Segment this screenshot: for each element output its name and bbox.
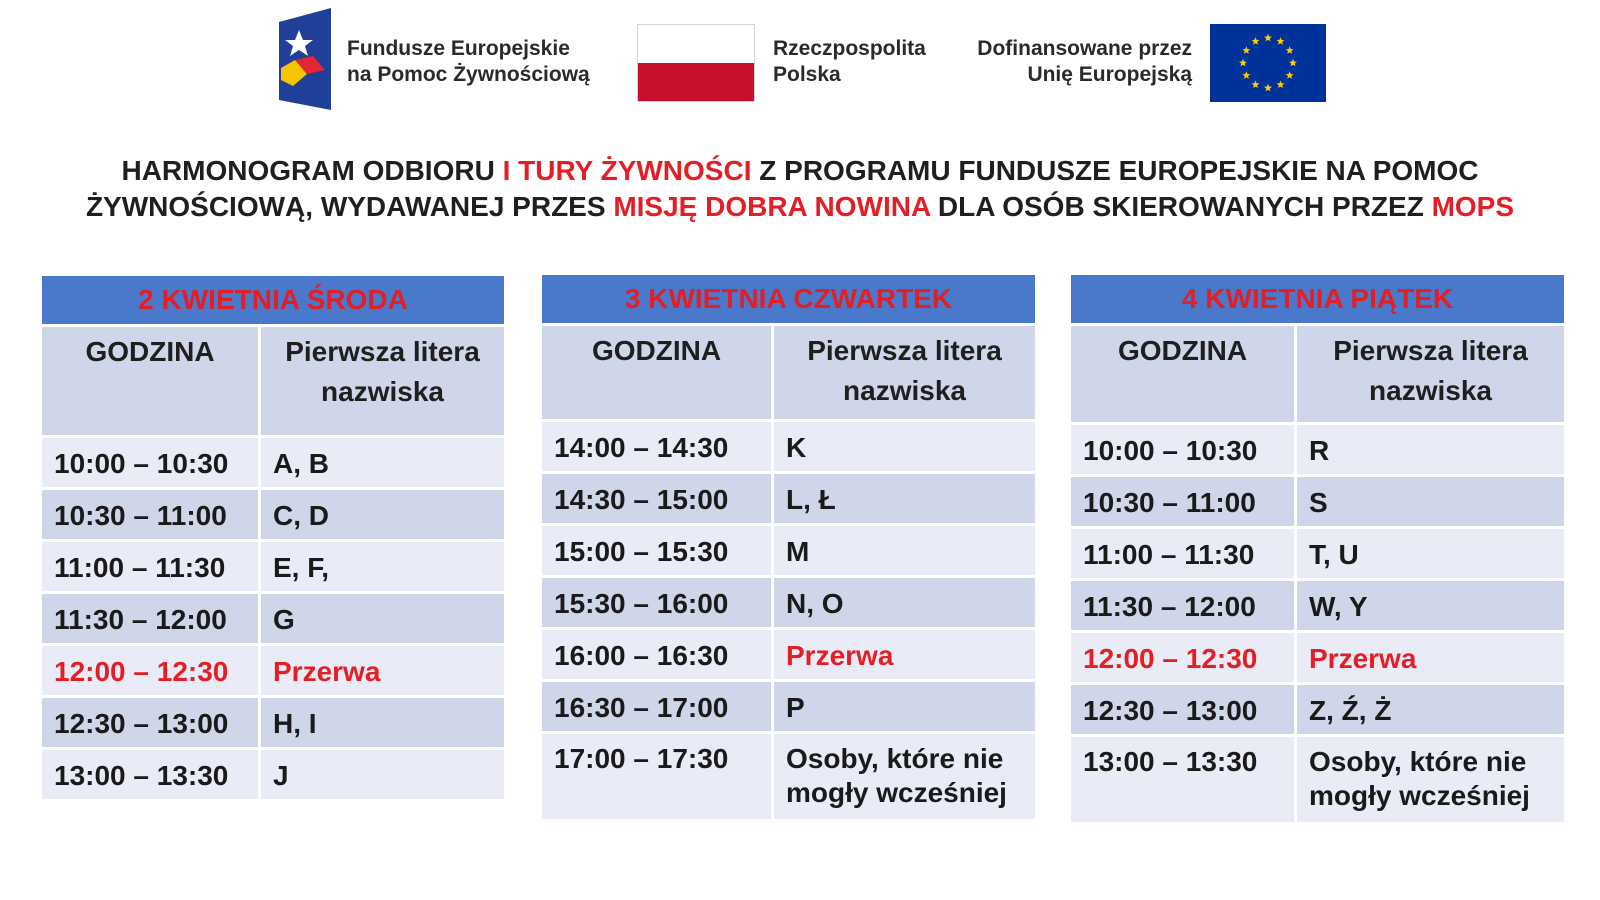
time-slot: 10:30 – 11:00 (42, 490, 261, 539)
col-header-letter-line: Pierwsza litera (807, 335, 1002, 366)
table-row (1071, 422, 1564, 474)
surname-letters (261, 490, 504, 539)
eu-star-icon (1242, 46, 1250, 54)
surname-letters (774, 578, 1035, 627)
time-slot: 14:00 – 14:30 (542, 422, 774, 471)
surname-letters (1297, 581, 1564, 630)
schedule-day-2 (542, 275, 1035, 819)
day-heading: 2 KWIETNIA ŚRODA (42, 276, 504, 324)
col-header-letter (261, 327, 504, 435)
letters-line: Przerwa (273, 656, 381, 687)
letters-line: A, B (273, 448, 329, 479)
table-row (542, 575, 1035, 627)
col-header-letter-line: Pierwsza litera (285, 336, 480, 367)
day-heading: 4 KWIETNIA PIĄTEK (1071, 275, 1564, 323)
letters-line: E, F, (273, 552, 330, 583)
title-segment: MISJĘ DOBRA NOWINA (613, 191, 931, 222)
table-row (542, 471, 1035, 523)
letters-line: mogły wcześniej (786, 777, 1007, 808)
time-slot: 10:00 – 10:30 (1071, 425, 1297, 474)
eu-flag-icon (1210, 24, 1326, 102)
surname-letters (774, 682, 1035, 731)
table-row (42, 695, 504, 747)
surname-letters (261, 438, 504, 487)
table-row (542, 627, 1035, 679)
letters-line: Z, Ź, Ż (1309, 695, 1392, 726)
letters-line: Przerwa (786, 640, 894, 671)
table-header-row (542, 326, 1035, 419)
eu-star-icon (1252, 37, 1260, 45)
table-row (1071, 578, 1564, 630)
schedule-table (542, 323, 1035, 819)
surname-letters (774, 422, 1035, 471)
surname-letters (1297, 529, 1564, 578)
eu-star-icon (1277, 80, 1285, 88)
col-header-time: GODZINA (42, 327, 261, 435)
eu-star-icon (1289, 59, 1297, 67)
surname-letters (774, 474, 1035, 523)
time-slot: 14:30 – 15:00 (542, 474, 774, 523)
surname-letters (1297, 425, 1564, 474)
eu-star-icon (1239, 59, 1247, 67)
letters-line: Osoby, które nie (1309, 746, 1527, 777)
letters-line: mogły wcześniej (1309, 780, 1530, 811)
table-row (1071, 734, 1564, 822)
eu-star-icon (1286, 71, 1294, 79)
eu-logo-text (960, 36, 1192, 88)
table-row (42, 435, 504, 487)
schedule-table (1071, 323, 1564, 822)
time-slot: 11:00 – 11:30 (1071, 529, 1297, 578)
eu-logo-line-2: Unię Europejską (1027, 63, 1192, 86)
time-slot: 12:00 – 12:30 (42, 646, 261, 695)
col-header-time: GODZINA (1071, 326, 1297, 422)
letters-line: H, I (273, 708, 317, 739)
table-row (1071, 682, 1564, 734)
eu-star-icon (1242, 71, 1250, 79)
eu-star-icon (1252, 80, 1260, 88)
letters-line: N, O (786, 588, 844, 619)
time-slot: 10:00 – 10:30 (42, 438, 261, 487)
table-row (1071, 526, 1564, 578)
col-header-letter-line: nazwiska (843, 375, 966, 406)
table-row (1071, 474, 1564, 526)
col-header-letter-line: nazwiska (321, 376, 444, 407)
letters-line: C, D (273, 500, 329, 531)
time-slot: 13:00 – 13:30 (1071, 737, 1297, 822)
table-row (42, 487, 504, 539)
title-segment: Z PROGRAMU FUNDUSZE EUROPEJSKIE NA POMOC (751, 155, 1479, 186)
time-slot: 12:30 – 13:00 (1071, 685, 1297, 734)
break-label (261, 646, 504, 695)
letters-line: Osoby, które nie (786, 743, 1004, 774)
break-label (774, 630, 1035, 679)
time-slot: 11:30 – 12:00 (1071, 581, 1297, 630)
table-row (542, 523, 1035, 575)
time-slot: 15:00 – 15:30 (542, 526, 774, 575)
surname-letters (261, 698, 504, 747)
surname-letters (774, 526, 1035, 575)
letters-line: S (1309, 487, 1328, 518)
time-slot: 13:00 – 13:30 (42, 750, 261, 799)
table-row (42, 539, 504, 591)
letters-line: J (273, 760, 289, 791)
table-row (1071, 630, 1564, 682)
time-slot: 16:00 – 16:30 (542, 630, 774, 679)
pl-logo-text (773, 36, 926, 88)
letters-line: M (786, 536, 810, 567)
title-line-1 (60, 153, 1540, 189)
time-slot: 11:00 – 11:30 (42, 542, 261, 591)
eu-star-icon (1286, 46, 1294, 54)
surname-letters (1297, 737, 1564, 822)
col-header-time: GODZINA (542, 326, 774, 419)
time-slot: 16:30 – 17:00 (542, 682, 774, 731)
table-row (542, 419, 1035, 471)
table-row (42, 747, 504, 799)
time-slot: 15:30 – 16:00 (542, 578, 774, 627)
pl-logo-line-2: Polska (773, 63, 841, 86)
letters-line: G (273, 604, 295, 635)
eu-logo-line-1: Dofinansowane przez (977, 37, 1192, 60)
schedule-day-1 (42, 276, 504, 799)
surname-letters (1297, 477, 1564, 526)
eu-star-icon (1277, 37, 1285, 45)
time-slot: 12:00 – 12:30 (1071, 633, 1297, 682)
polish-flag-icon (637, 24, 755, 102)
time-slot: 17:00 – 17:30 (542, 734, 774, 819)
eu-star-icon (1264, 34, 1272, 42)
surname-letters (261, 594, 504, 643)
title-segment: ŻYWNOŚCIOWĄ, WYDAWANEJ PRZES (85, 191, 614, 222)
surname-letters (261, 542, 504, 591)
title-segment: I TURY ŻYWNOŚCI (502, 155, 752, 186)
table-row (542, 679, 1035, 731)
col-header-letter-line: nazwiska (1369, 375, 1492, 406)
page-title (60, 153, 1540, 225)
letters-line: L, Ł (786, 484, 836, 515)
title-line-2 (60, 189, 1540, 225)
pl-logo-line-1: Rzeczpospolita (773, 37, 926, 60)
time-slot: 12:30 – 13:00 (42, 698, 261, 747)
time-slot: 11:30 – 12:00 (42, 594, 261, 643)
fe-logo (279, 8, 331, 110)
fe-logo-text (347, 36, 590, 88)
col-header-letter-line: Pierwsza litera (1333, 335, 1528, 366)
schedule-table (42, 324, 504, 799)
letters-line: R (1309, 435, 1330, 466)
letters-line: P (786, 692, 805, 723)
table-header-row (1071, 326, 1564, 422)
letters-line: Przerwa (1309, 643, 1417, 674)
eu-star-icon (1264, 84, 1272, 92)
title-segment: DLA OSÓB SKIEROWANYCH PRZEZ (930, 191, 1432, 222)
fe-logo-line-2: na Pomoc Żywnościową (347, 63, 590, 86)
schedule-day-3 (1071, 275, 1564, 822)
table-header-row (42, 327, 504, 435)
surname-letters (261, 750, 504, 799)
letters-line: T, U (1309, 539, 1359, 570)
table-row (42, 591, 504, 643)
break-label (1297, 633, 1564, 682)
surname-letters (774, 734, 1035, 819)
col-header-letter (774, 326, 1035, 419)
table-row (542, 731, 1035, 819)
surname-letters (1297, 685, 1564, 734)
col-header-letter (1297, 326, 1564, 422)
title-segment: HARMONOGRAM ODBIORU (121, 155, 503, 186)
letters-line: W, Y (1309, 591, 1368, 622)
table-row (42, 643, 504, 695)
time-slot: 10:30 – 11:00 (1071, 477, 1297, 526)
title-segment: MOPS (1431, 191, 1515, 222)
day-heading: 3 KWIETNIA CZWARTEK (542, 275, 1035, 323)
fe-logo-line-1: Fundusze Europejskie (347, 37, 570, 60)
letters-line: K (786, 432, 807, 463)
